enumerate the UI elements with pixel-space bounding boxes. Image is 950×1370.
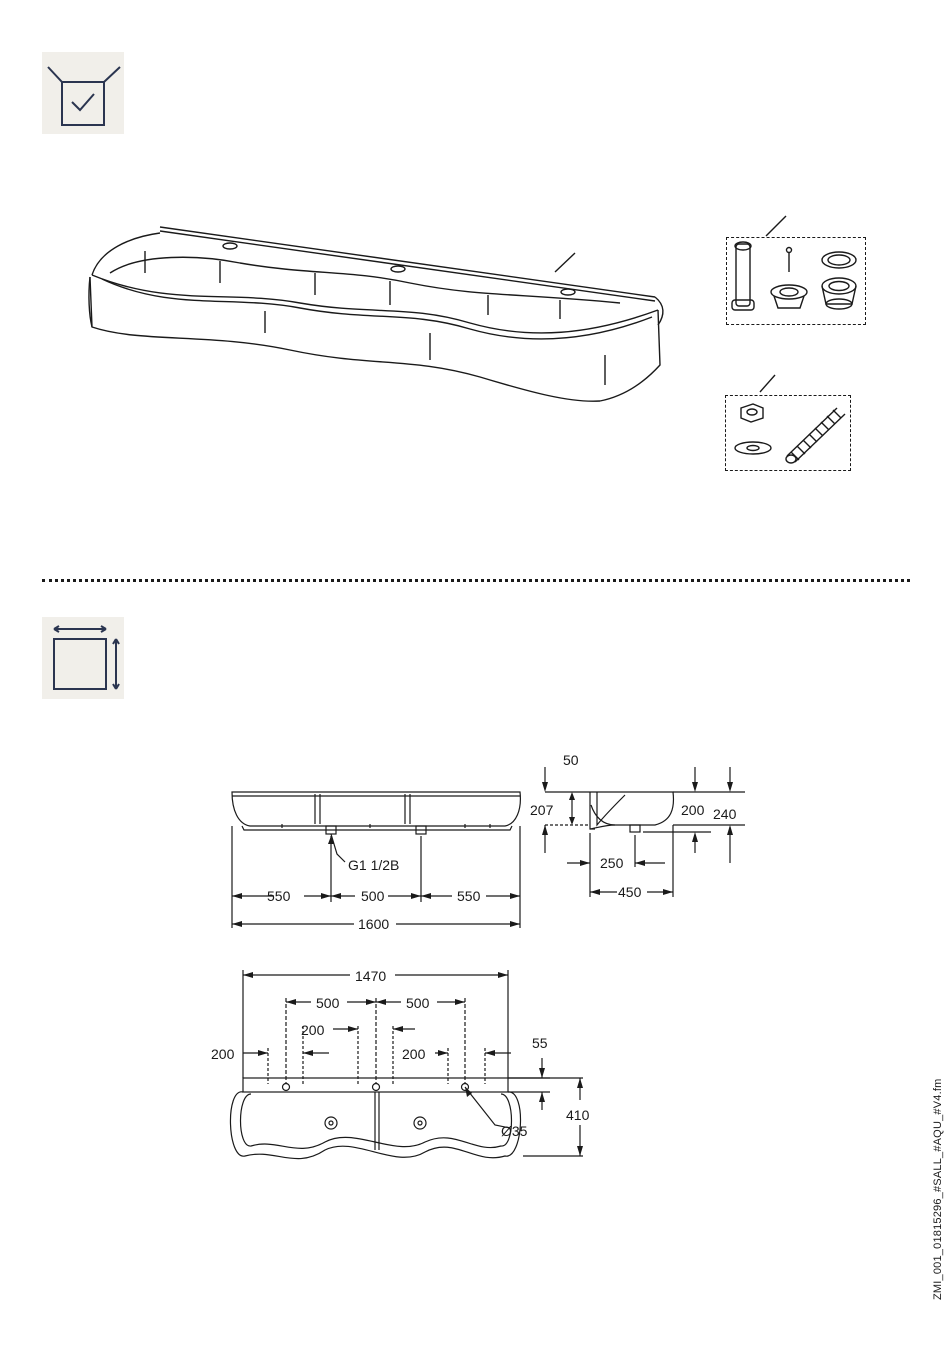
side-dim-depth: 450 bbox=[618, 884, 642, 900]
side-dim-outlet-height: 200 bbox=[681, 802, 705, 818]
top-dim-inner-left: 200 bbox=[301, 1022, 325, 1038]
box-check-icon bbox=[42, 52, 124, 134]
side-dim-outlet-offset: 250 bbox=[600, 855, 624, 871]
top-view-drawing bbox=[205, 960, 605, 1165]
dimensions-square-icon bbox=[42, 617, 124, 699]
scope-of-delivery-icon-box bbox=[42, 52, 124, 134]
side-dim-basin-height: 207 bbox=[530, 802, 554, 818]
top-dim-edge-left: 200 bbox=[211, 1046, 235, 1062]
top-dim-spacing-right: 500 bbox=[406, 995, 430, 1011]
top-dim-spacing-left: 500 bbox=[316, 995, 340, 1011]
front-thread-label: G1 1/2B bbox=[348, 857, 400, 873]
side-view-drawing bbox=[525, 745, 755, 910]
side-dim-top-rim: 50 bbox=[563, 752, 579, 768]
section-separator bbox=[42, 579, 910, 582]
front-dim-middle: 500 bbox=[361, 888, 385, 904]
front-view-drawing bbox=[220, 780, 530, 940]
front-dim-total: 1600 bbox=[358, 916, 390, 932]
fixing-set-illustration bbox=[725, 370, 851, 470]
top-dim-backsplash: 55 bbox=[532, 1035, 548, 1051]
front-dim-right: 550 bbox=[457, 888, 481, 904]
side-dim-total-height: 240 bbox=[713, 806, 737, 822]
top-dim-inner-right: 200 bbox=[402, 1046, 426, 1062]
top-hole-diameter: Ø35 bbox=[501, 1123, 528, 1139]
trough-isometric-illustration bbox=[80, 215, 680, 410]
top-dim-total: 1470 bbox=[355, 968, 387, 984]
dimensions-icon-box bbox=[42, 617, 124, 699]
waste-set-illustration bbox=[726, 212, 866, 324]
top-dim-width: 410 bbox=[566, 1107, 590, 1123]
document-code: ZMI_001_01815296_#SALL_#AQU_#V4.fm bbox=[932, 1078, 944, 1300]
front-dim-left: 550 bbox=[267, 888, 291, 904]
